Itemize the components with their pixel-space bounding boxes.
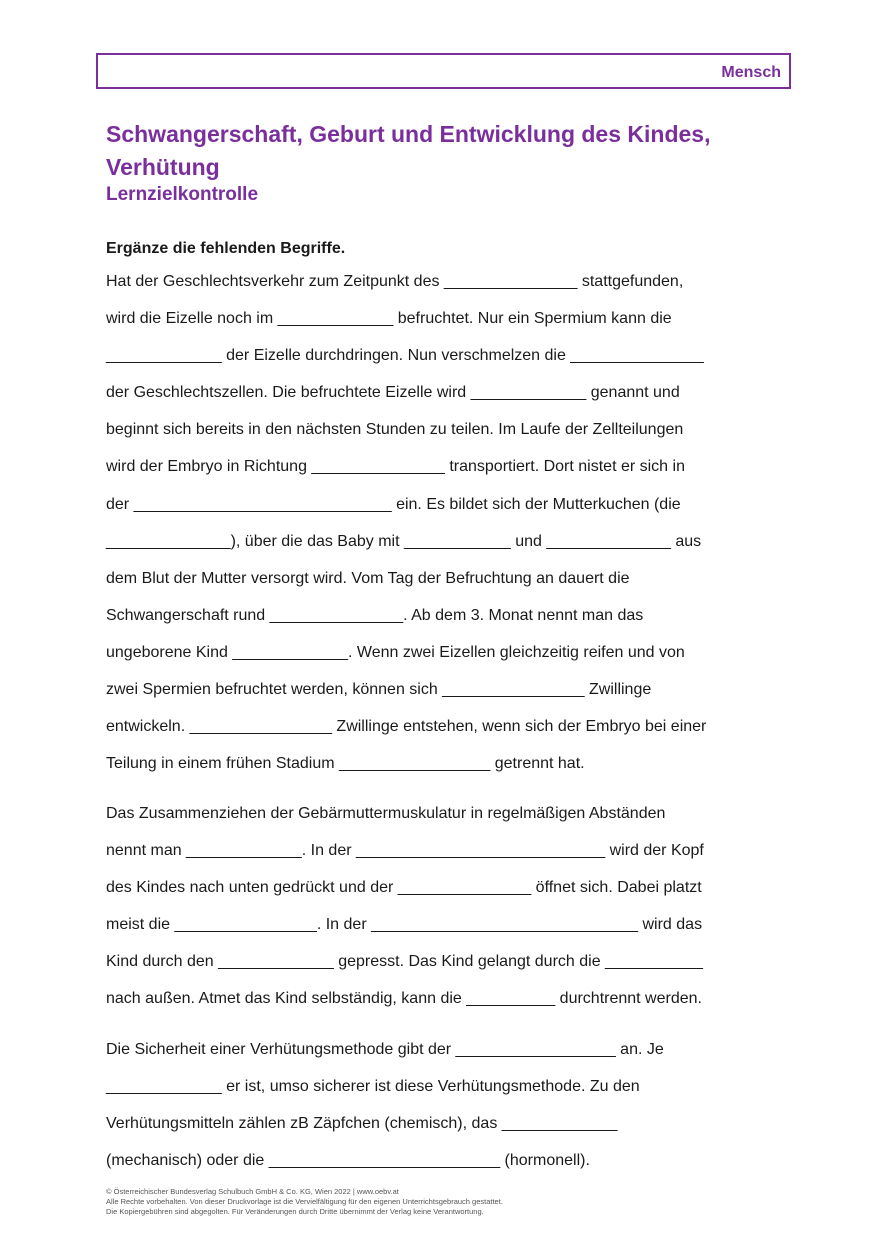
category-label: Mensch	[721, 64, 781, 81]
text-line: _____________ er ist, umso sicherer ist diese Verhütungsmethode. Zu den	[106, 1078, 640, 1096]
text-line: Schwangerschaft rund _______________. Ab dem 3. Monat nennt man das	[106, 606, 644, 624]
paragraph-contraception	[106, 1031, 796, 1179]
text-line: ______________), über die das Baby mit ____________ und ______________ aus	[106, 532, 702, 550]
text-line: Hat der Geschlechtsverkehr zum Zeitpunkt des _______________ stattgefunden,	[106, 273, 684, 290]
text-line: dem Blut der Mutter versorgt wird. Vom Tag der Befruchtung an dauert die	[106, 569, 630, 587]
text-line: des Kindes nach unten gedrückt und der _______________ öffnet sich. Dabei platzt	[106, 879, 702, 897]
paragraph-fertilization	[106, 263, 796, 782]
text-line: wird der Embryo in Richtung _______________ transportiert. Dort nistet er sich in	[106, 458, 685, 476]
text-line: (mechanisch) oder die __________________________ (hormonell).	[106, 1152, 590, 1170]
text-line: nennt man _____________. In der ____________________________ wird der Kopf	[106, 842, 704, 860]
text-line: _____________ der Eizelle durchdringen. Nun verschmelzen die _______________	[106, 347, 704, 365]
text-line: ungeborene Kind _____________. Wenn zwei Eizellen gleichzeitig reifen und von	[106, 643, 685, 661]
text-line: nach außen. Atmet das Kind selbständig, kann die __________ durchtrennt werden.	[106, 990, 702, 1008]
text-line: Kind durch den _____________ gepresst. Das Kind gelangt durch die ___________	[106, 953, 703, 971]
text-line: der _____________________________ ein. Es bildet sich der Mutterkuchen (die	[106, 495, 681, 513]
footer-line: Die Kopiergebühren sind abgegolten. Für Veränderungen durch Dritte übernimmt der Verlag keine Verantwortung.	[106, 1207, 484, 1216]
instruction: Ergänze die fehlenden Begriffe.	[106, 240, 346, 257]
text-line: entwickeln. ________________ Zwillinge entstehen, wenn sich der Embryo bei einer	[106, 718, 707, 736]
text-line: Das Zusammenziehen der Gebärmuttermuskulatur in regelmäßigen Abständen	[106, 805, 666, 822]
footer-line: Alle Rechte vorbehalten. Von dieser Druckvorlage ist die Vervielfältigung für den eigenen Unterrichtsgebrauch gestattet.	[106, 1197, 503, 1206]
text-line: zwei Spermien befruchtet werden, können sich ________________ Zwillinge	[106, 681, 652, 699]
page-subtitle: Lernzielkontrolle	[106, 184, 259, 205]
text-line: Teilung in einem frühen Stadium _________________ getrennt hat.	[106, 755, 585, 773]
text-line: Die Sicherheit einer Verhütungsmethode gibt der __________________ an. Je	[106, 1041, 664, 1058]
footer-copyright	[106, 1187, 503, 1217]
header-box	[96, 53, 791, 89]
text-line: wird die Eizelle noch im _____________ befruchtet. Nur ein Spermium kann die	[106, 310, 672, 328]
text-line: meist die ________________. In der ______________________________ wird das	[106, 916, 703, 934]
page-title: Schwangerschaft, Geburt und Entwicklung des Kindes, Verhütung	[106, 121, 711, 180]
paragraph-birth	[106, 795, 796, 1018]
text-line: beginnt sich bereits in den nächsten Stunden zu teilen. Im Laufe der Zellteilungen	[106, 421, 684, 439]
footer-line: © Österreichischer Bundesverlag Schulbuch GmbH & Co. KG, Wien 2022 | www.oebv.at	[106, 1187, 399, 1196]
text-line: der Geschlechtszellen. Die befruchtete Eizelle wird _____________ genannt und	[106, 384, 680, 402]
text-line: Verhütungsmitteln zählen zB Zäpfchen (chemisch), das _____________	[106, 1115, 618, 1133]
